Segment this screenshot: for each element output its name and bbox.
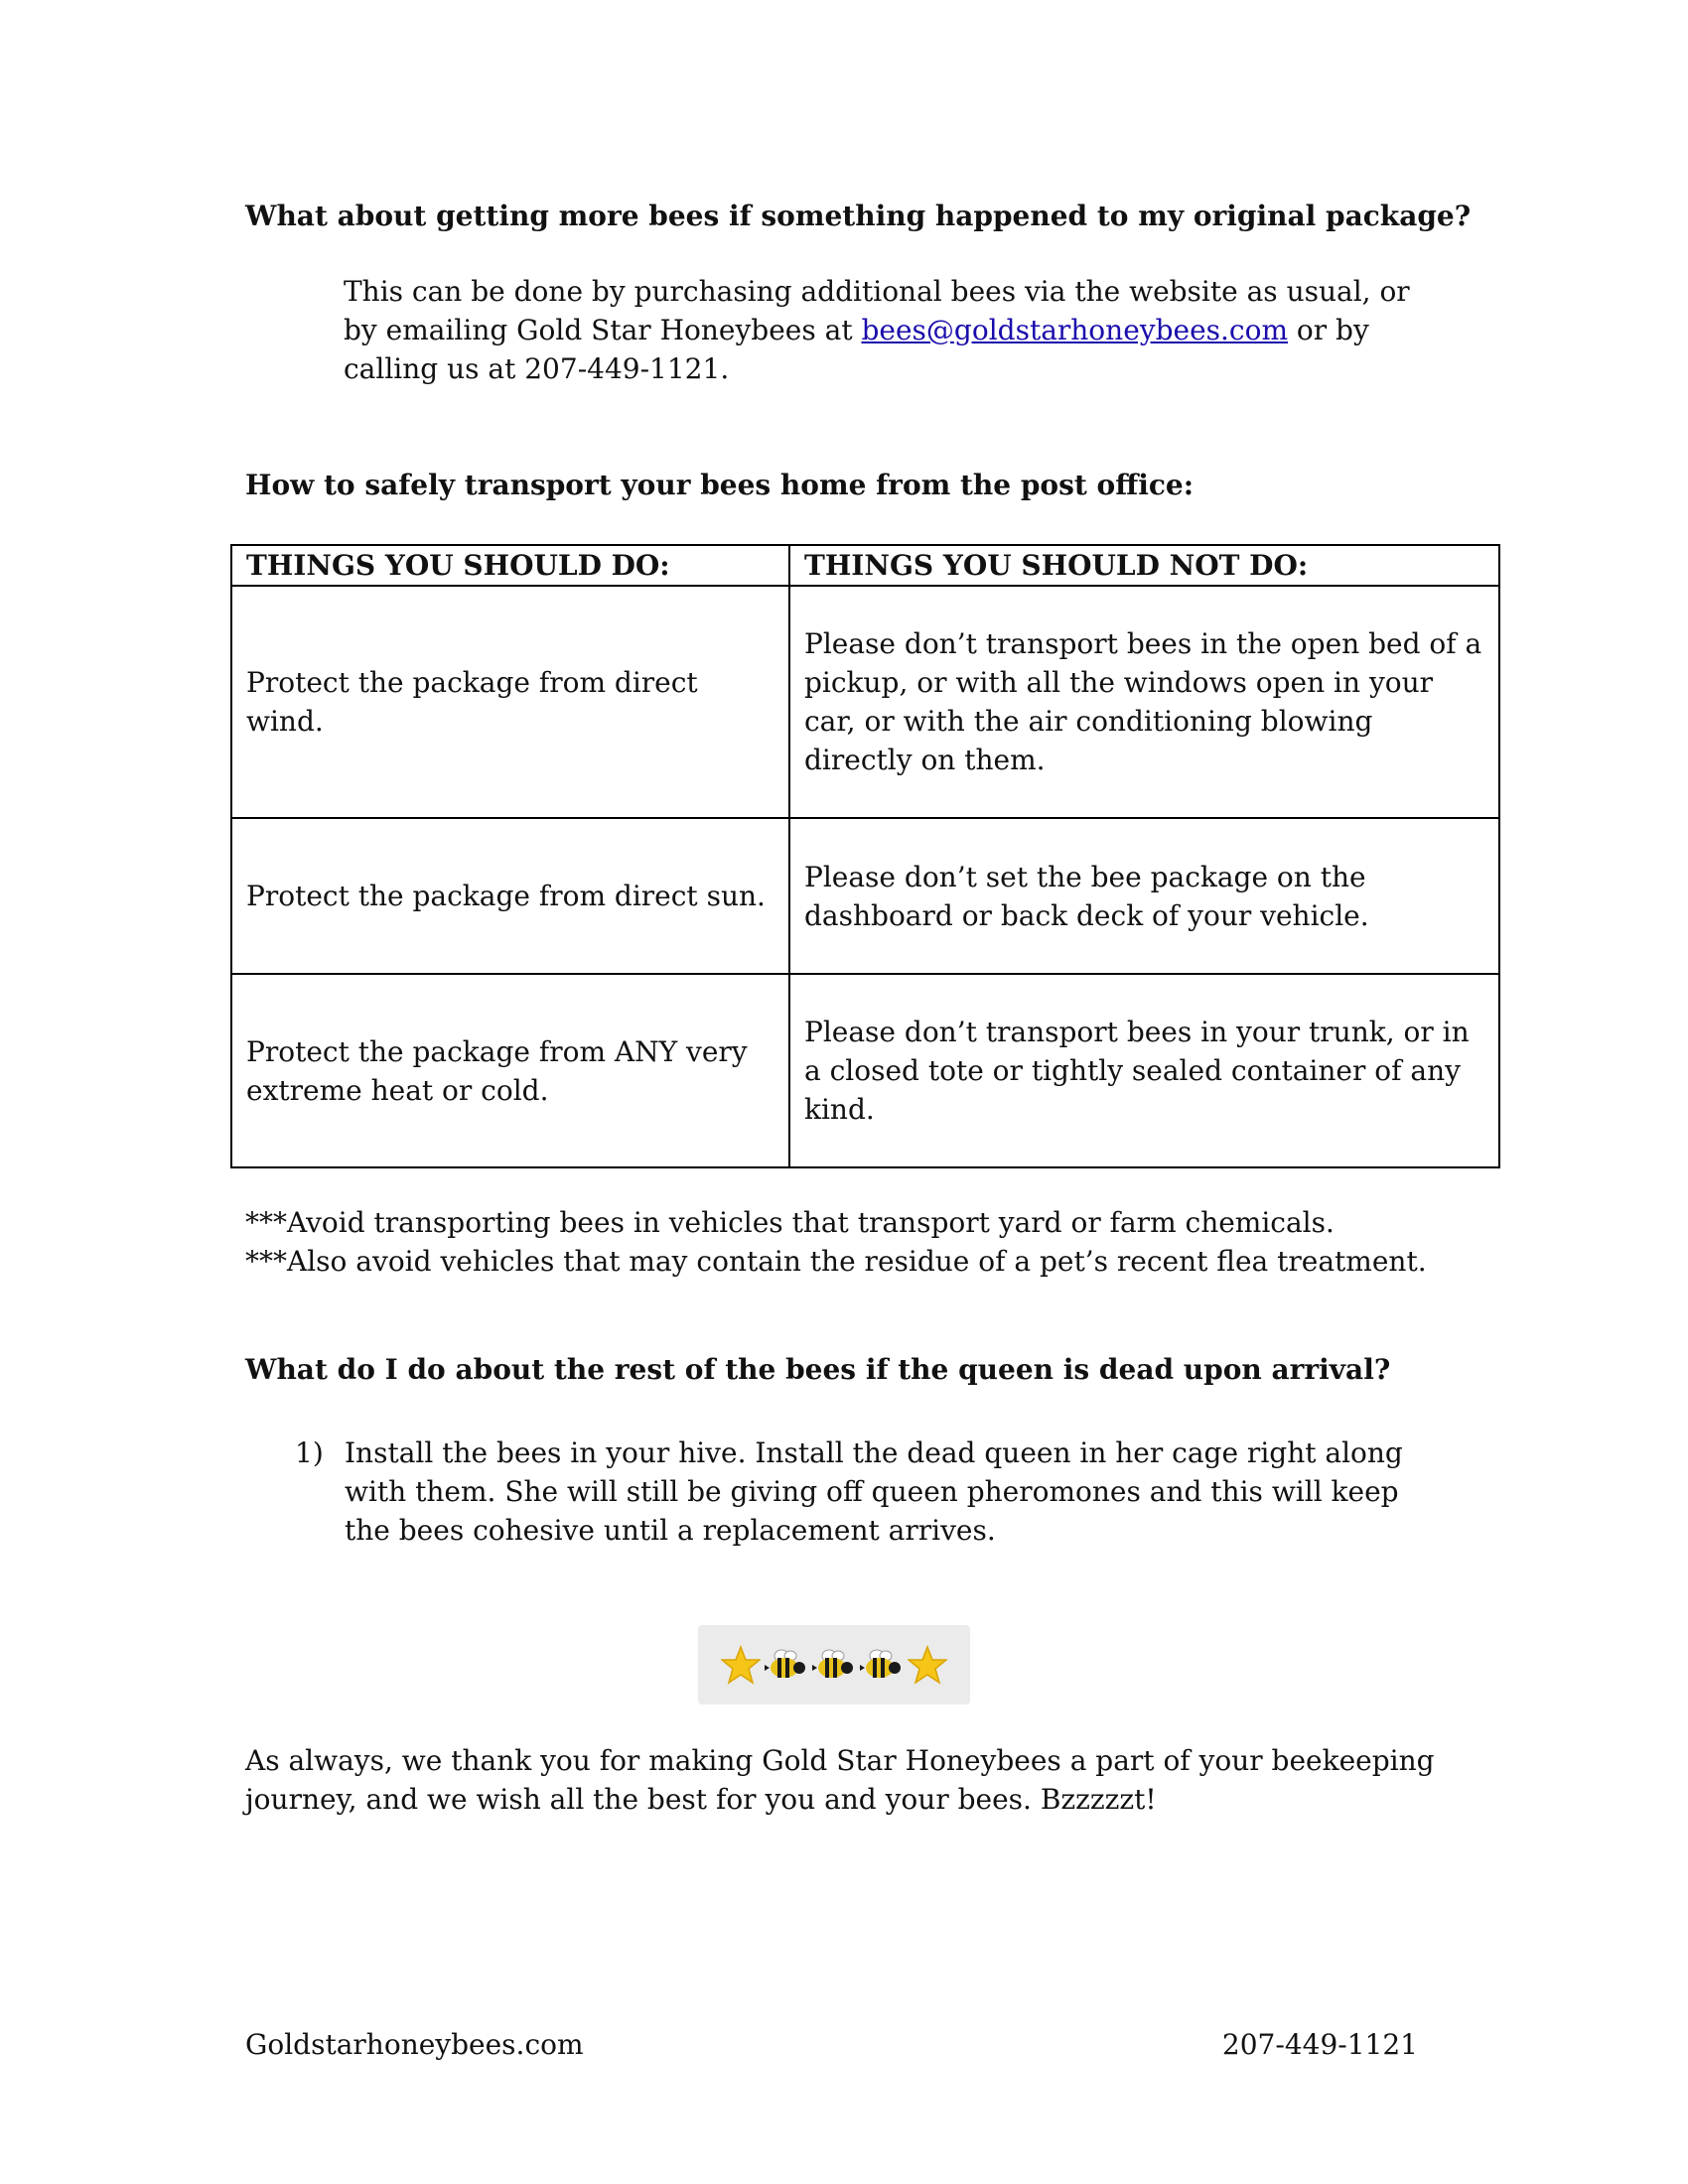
bee-icon — [765, 1648, 808, 1682]
star-icon — [721, 1645, 761, 1685]
transport-table — [230, 544, 1500, 1168]
table-cell-do: Protect the package from direct wind. — [231, 586, 789, 818]
note-line: ***Also avoid vehicles that may contain the residue of a pet’s recent flea treatment. — [245, 1245, 1427, 1278]
table-cell-dont: Please don’t transport bees in your trunk, or in a closed tote or tightly sealed container of any kind. — [789, 974, 1499, 1167]
transport-notes — [245, 1203, 1427, 1281]
star-bee-badge — [698, 1625, 970, 1705]
table-cell-dont: Please don’t transport bees in the open bed of a pickup, or with all the windows open in your car, or with the air conditioning blowing directly on them. — [789, 586, 1499, 818]
table-cell-do: Protect the package from ANY very extreme heat or cold. — [231, 974, 789, 1167]
email-link[interactable]: bees@goldstarhoneybees.com — [861, 314, 1289, 346]
section-heading-more-bees: What about getting more bees if something happened to my original package? — [245, 200, 1472, 232]
table-header-row — [231, 545, 1499, 586]
table-header-dont: THINGS YOU SHOULD NOT DO: — [789, 545, 1499, 586]
note-line: ***Avoid transporting bees in vehicles that transport yard or farm chemicals. — [245, 1206, 1335, 1239]
section-heading-dead-queen: What do I do about the rest of the bees if the queen is dead upon arrival? — [245, 1353, 1391, 1386]
section-heading-transport: How to safely transport your bees home from the post office: — [245, 469, 1195, 501]
more-bees-text-start: This can be done by purchasing additional bees via the website as usual, or by emailing Gold Star Honeybees at — [344, 275, 1410, 346]
table-cell-do: Protect the package from direct sun. — [231, 818, 789, 974]
footer-phone: 207-449-1121 — [1221, 2028, 1418, 2061]
star-icon — [908, 1645, 947, 1685]
bee-icon — [812, 1648, 856, 1682]
table-row — [231, 818, 1499, 974]
table-cell-dont: Please don’t set the bee package on the dashboard or back deck of your vehicle. — [789, 818, 1499, 974]
footer-website: Goldstarhoneybees.com — [245, 2028, 584, 2061]
table-header-do: THINGS YOU SHOULD DO: — [231, 545, 789, 586]
closing-paragraph: As always, we thank you for making Gold Star Honeybees a part of your beekeeping journey, and we wish all the best for you and your bees. Bzzzzzt! — [245, 1744, 1435, 1816]
table-row — [231, 586, 1499, 818]
table-row — [231, 974, 1499, 1167]
bee-icon — [860, 1648, 904, 1682]
list-number: 1) — [295, 1436, 324, 1469]
more-bees-text-end: or by calling us at 207-449-1121. — [344, 314, 1369, 385]
more-bees-paragraph — [344, 272, 1416, 388]
list-text: Install the bees in your hive. Install the dead queen in her cage right along with them. She will still be giving off queen pheromones and this will keep the bees cohesive until a replacement arrives. — [345, 1436, 1403, 1547]
